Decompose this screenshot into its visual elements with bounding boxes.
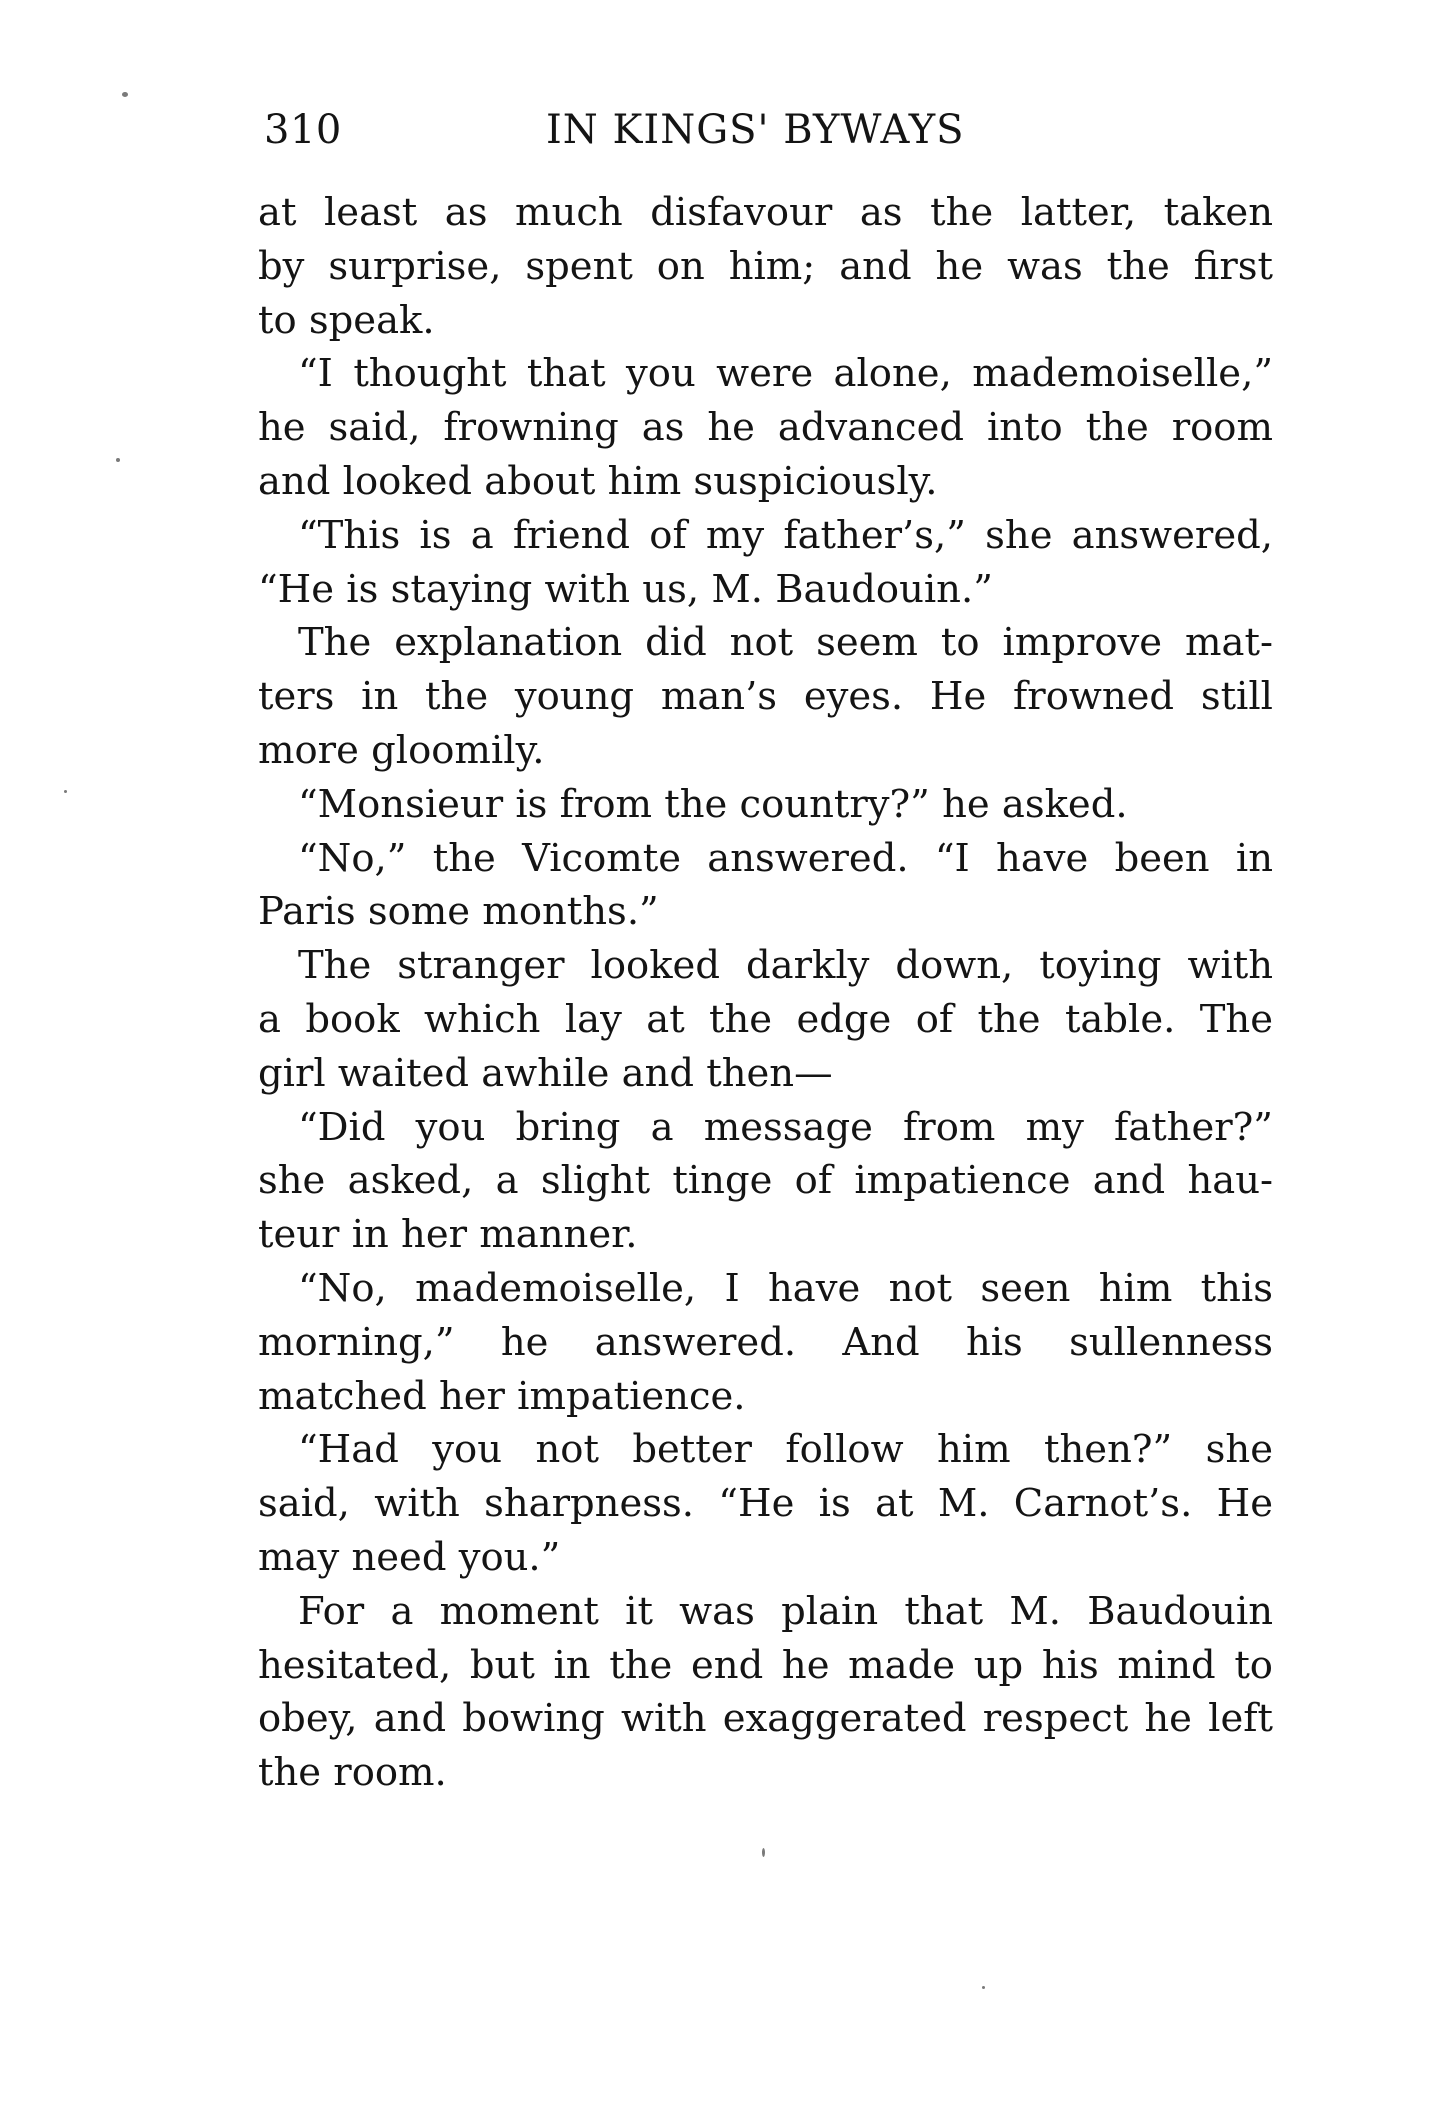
text-line: the room.	[258, 1750, 447, 1796]
text-line: For a moment it was plain that M. Baudouin	[298, 1588, 1273, 1634]
text-line: “No, mademoiselle, I have not seen him this	[298, 1265, 1273, 1311]
text-line: “No,” the Vicomte answered. “I have been in	[298, 835, 1273, 881]
text-line: by surprise, spent on him; and he was the first	[258, 243, 1273, 289]
text-line: matched her impatience.	[258, 1373, 746, 1419]
text-line: “Monsieur is from the country?” he asked.	[298, 781, 1128, 827]
text-line: morning,” he answered. And his sullenness	[258, 1319, 1273, 1365]
text-line: to speak.	[258, 297, 435, 343]
text-line: and looked about him suspiciously.	[258, 458, 938, 504]
text-line: girl waited awhile and then—	[258, 1050, 833, 1096]
text-line: he said, frowning as he advanced into the room	[258, 405, 1273, 451]
text-line: obey, and bowing with exaggerated respect he left	[258, 1696, 1273, 1742]
text-line: she asked, a slight tinge of impatience and hau-	[258, 1158, 1273, 1204]
text-line: may need you.”	[258, 1534, 561, 1580]
running-title: IN KINGS' BYWAYS	[546, 107, 965, 153]
text-line: teur in her manner.	[258, 1212, 638, 1258]
text-line: more gloomily.	[258, 727, 545, 773]
text-line: “Had you not better follow him then?” she	[298, 1427, 1273, 1473]
body-text	[258, 186, 1273, 1800]
text-line: The stranger looked darkly down, toying with	[298, 943, 1273, 989]
scan-speck	[64, 790, 67, 793]
text-line: at least as much disfavour as the latter, taken	[258, 190, 1273, 235]
text-line: “This is a friend of my father’s,” she answered,	[298, 512, 1273, 558]
text-line: “He is staying with us, M. Baudouin.”	[258, 566, 993, 612]
text-line: ters in the young man’s eyes. He frowned still	[258, 674, 1273, 720]
page-header	[264, 100, 1274, 160]
scan-speck	[982, 1986, 985, 1989]
text-line: The explanation did not seem to improve mat-	[298, 620, 1273, 666]
text-line: hesitated, but in the end he made up his mind to	[258, 1642, 1273, 1688]
scan-speck	[762, 1848, 765, 1857]
text-line: said, with sharpness. “He is at M. Carnot’s. He	[258, 1481, 1273, 1527]
scan-speck	[116, 458, 120, 462]
text-line: “I thought that you were alone, mademoiselle,”	[298, 351, 1273, 397]
page-number: 310	[264, 107, 342, 153]
text-line: Paris some months.”	[258, 889, 659, 935]
text-line: “Did you bring a message from my father?”	[298, 1104, 1273, 1150]
scan-speck	[122, 92, 128, 97]
text-line: a book which lay at the edge of the table. The	[258, 996, 1273, 1042]
